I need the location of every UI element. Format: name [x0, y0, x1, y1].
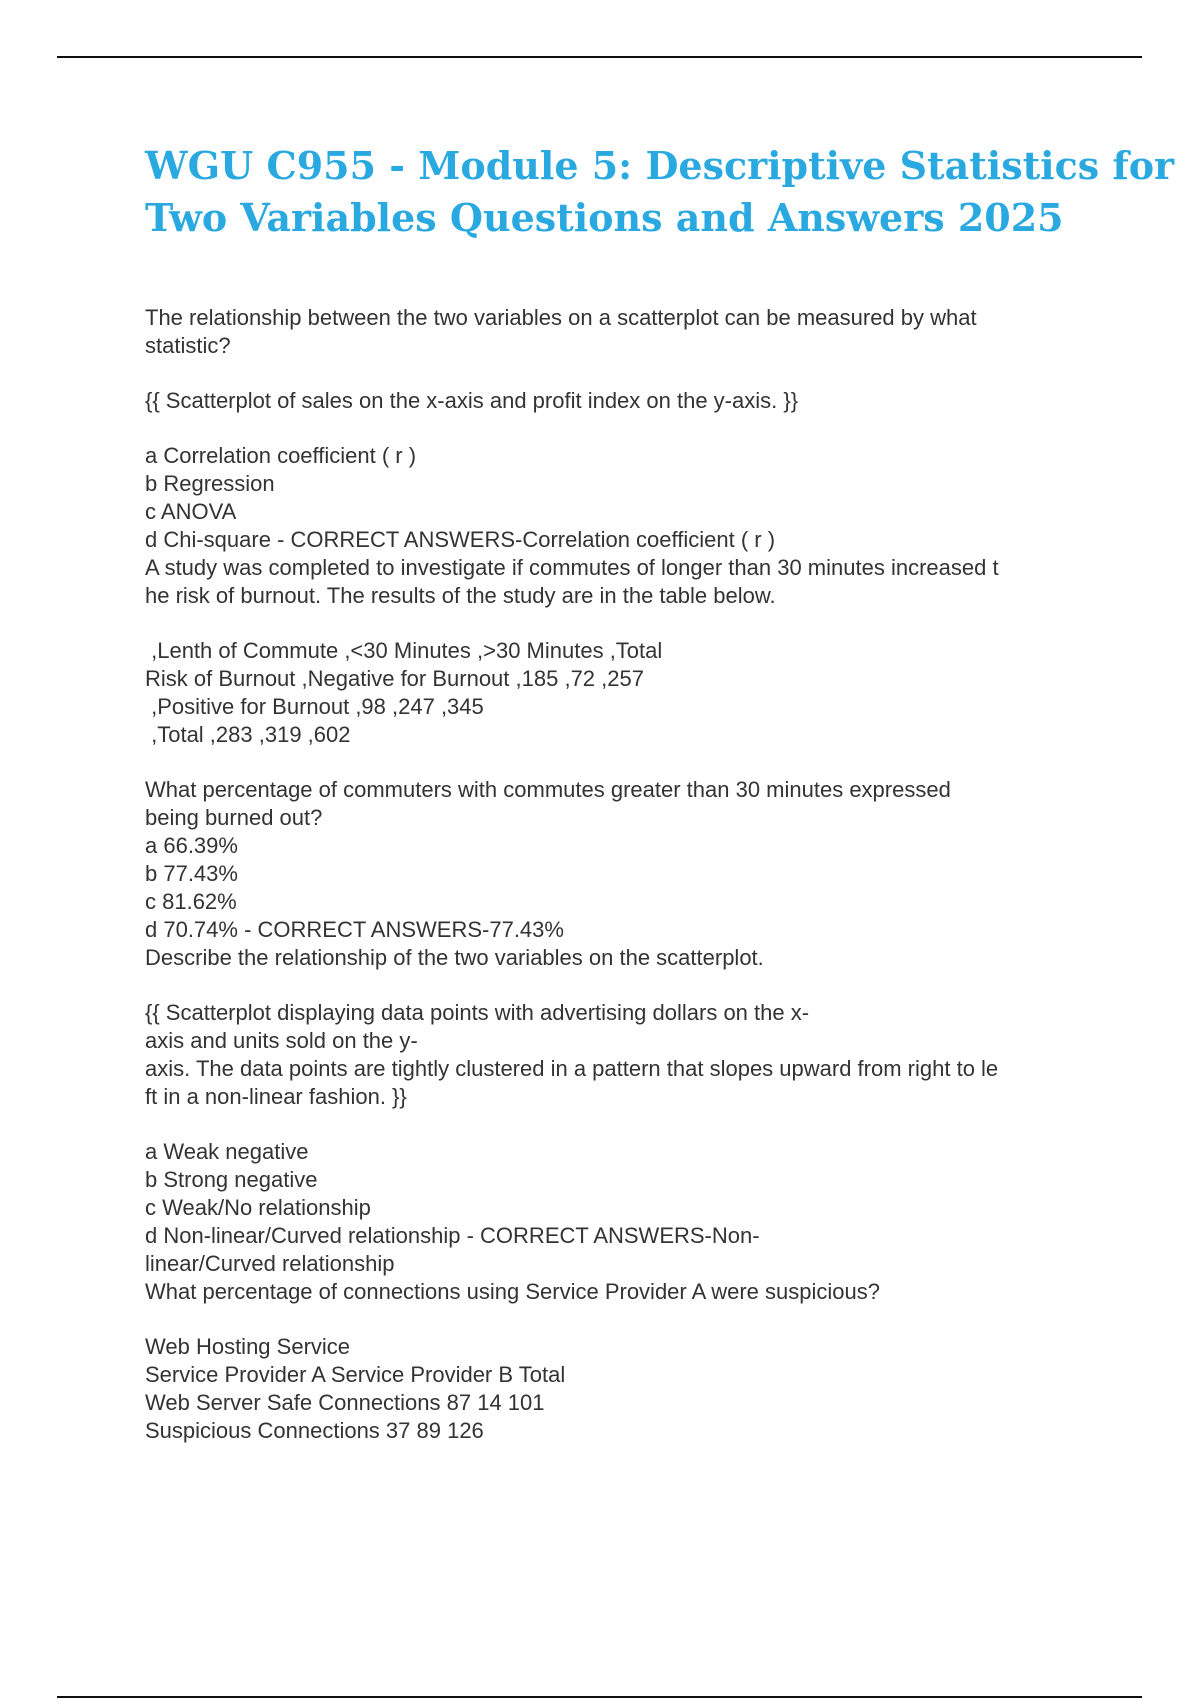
question-4-table-row: Suspicious Connections 37 89 126	[145, 1418, 484, 1443]
question-4-prompt: What percentage of connections using Service Provider A were suspicious?	[145, 1279, 880, 1304]
document-body	[145, 304, 1095, 1445]
question-2-table-row: ,Positive for Burnout ,98 ,247 ,345	[145, 694, 484, 719]
question-3-figure-note: axis. The data points are tightly clustered in a pattern that slopes upward from right to le	[145, 1056, 999, 1081]
title-line: WGU C955 - Module 5: Descriptive Statistics for	[145, 143, 1175, 188]
question-2-answer: d 70.74% - CORRECT ANSWERS-77.43%	[145, 917, 564, 942]
question-1-prompt: The relationship between the two variables on a scatterplot can be measured by what	[145, 305, 977, 330]
title-line: Two Variables Questions and Answers 2025	[145, 195, 1064, 240]
question-2-table-row: ,Total ,283 ,319 ,602	[145, 722, 351, 747]
question-4-table-row: Web Hosting Service	[145, 1334, 351, 1359]
question-2-option: a 66.39%	[145, 833, 238, 858]
question-3-answer: d Non-linear/Curved relationship - CORRECT ANSWERS-Non-	[145, 1223, 760, 1248]
question-3-option: c Weak/No relationship	[145, 1195, 371, 1220]
document-title	[145, 140, 1175, 244]
question-2-intro: he risk of burnout. The results of the study are in the table below.	[145, 583, 776, 608]
question-1-option: c ANOVA	[145, 499, 237, 524]
question-2-prompt: What percentage of commuters with commutes greater than 30 minutes expressed	[145, 777, 951, 802]
question-3-answer: linear/Curved relationship	[145, 1251, 395, 1276]
question-1-option: a Correlation coefficient ( r )	[145, 443, 417, 468]
question-3-prompt: Describe the relationship of the two variables on the scatterplot.	[145, 945, 764, 970]
question-3-figure-note: {{ Scatterplot displaying data points with advertising dollars on the x-	[145, 1000, 810, 1025]
question-3-option: b Strong negative	[145, 1167, 318, 1192]
question-2-prompt: being burned out?	[145, 805, 323, 830]
question-4-table-row: Web Server Safe Connections 87 14 101	[145, 1390, 545, 1415]
question-2-option: b 77.43%	[145, 861, 238, 886]
question-1-answer: d Chi-square - CORRECT ANSWERS-Correlation coefficient ( r )	[145, 527, 776, 552]
question-3-figure-note: axis and units sold on the y-	[145, 1028, 418, 1053]
top-rule	[57, 56, 1142, 58]
question-4-table-row: Service Provider A Service Provider B Total	[145, 1362, 566, 1387]
question-3-option: a Weak negative	[145, 1139, 309, 1164]
document-page	[145, 140, 1175, 1445]
question-2-table-row: Risk of Burnout ,Negative for Burnout ,185 ,72 ,257	[145, 666, 644, 691]
question-1-prompt: statistic?	[145, 333, 231, 358]
bottom-rule	[57, 1696, 1142, 1698]
question-2-table-row: ,Lenth of Commute ,<30 Minutes ,>30 Minutes ,Total	[145, 638, 663, 663]
question-2-intro: A study was completed to investigate if commutes of longer than 30 minutes increased t	[145, 555, 999, 580]
question-1-option: b Regression	[145, 471, 275, 496]
question-3-figure-note: ft in a non-linear fashion. }}	[145, 1084, 407, 1109]
question-2-option: c 81.62%	[145, 889, 237, 914]
question-1-figure-note: {{ Scatterplot of sales on the x-axis and profit index on the y-axis. }}	[145, 388, 799, 413]
